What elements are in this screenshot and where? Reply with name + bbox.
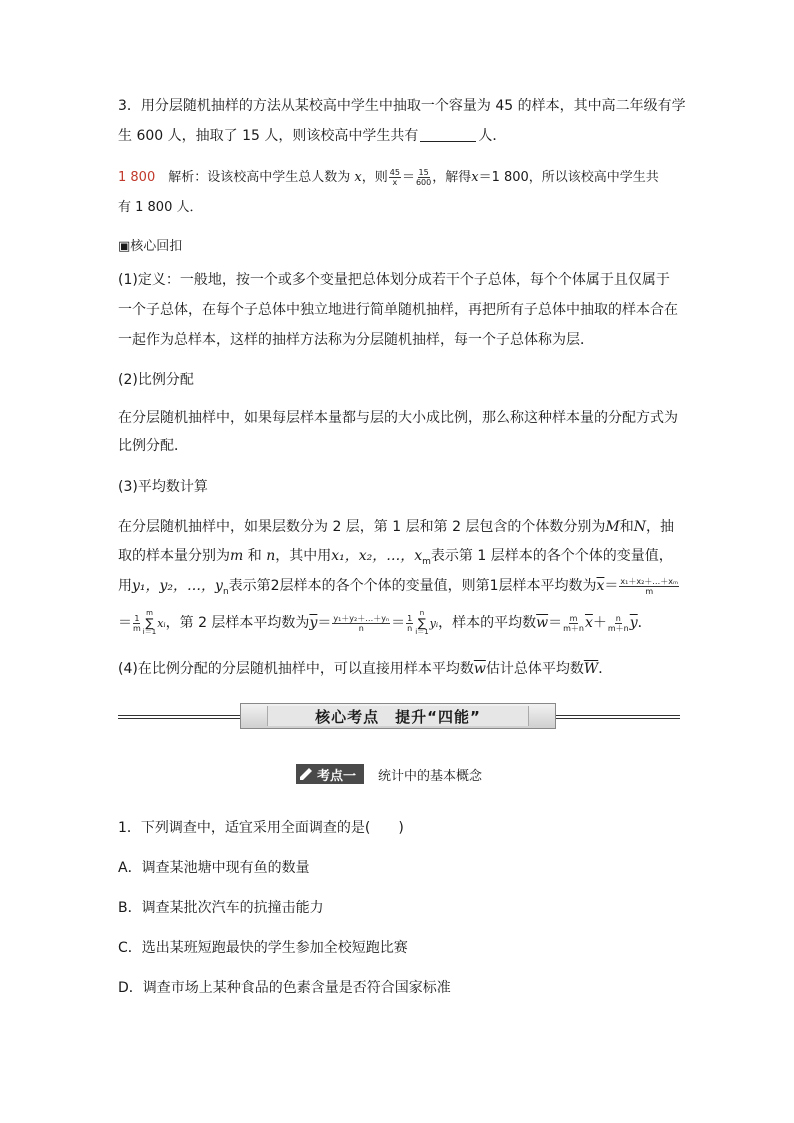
banner-rule-left [118, 715, 240, 716]
answer-value: 1 800 [118, 170, 156, 185]
banner-box [240, 703, 556, 729]
frac-num: 1 [134, 613, 140, 623]
var-N: N [633, 519, 647, 535]
sum-bottom: i＝1 [415, 628, 429, 636]
core-p3-line1 [118, 517, 674, 537]
frac-den: 600 [415, 178, 432, 187]
p3-text: ，样本的平均数 [438, 615, 537, 631]
weight-fraction-m [563, 614, 584, 633]
sum-top: m [146, 609, 153, 617]
equals-sign: ＝ [391, 615, 406, 631]
sum-top: n [419, 609, 425, 617]
q3-line2-text: 生 600 人，抽取了 15 人，则该校高中学生共有 [118, 128, 419, 144]
section-banner [118, 703, 680, 729]
w-bar: $\overline{w}$ [473, 661, 486, 677]
y-vars: y₁，y₂，…，y [132, 578, 223, 594]
core-p2-title: (2)比例分配 [118, 372, 194, 388]
x-vars: x₁，x₂，…，x [331, 548, 423, 564]
topic-header [296, 763, 482, 785]
fraction-15-600 [416, 168, 431, 187]
option-a: A．调查某池塘中现有鱼的数量 [118, 860, 310, 876]
p3-text: 表示第2层样本的各个个体的变量值，则第1层样本平均数为 [228, 578, 597, 594]
p3-text: 取的样本量分别为 [118, 548, 230, 564]
frac-num: 1 [407, 613, 413, 623]
core-p2-line1: 在分层随机抽样中，如果每层样本量都与层的大小成比例，那么称这种样本量的分配方式为 [118, 410, 678, 426]
frac-den: x [392, 178, 398, 187]
solution-text-b: ，则 [361, 170, 388, 185]
frac-den: m [645, 586, 654, 596]
p3-text: ，其中用 [275, 548, 332, 564]
sigma-icon: ∑ [417, 616, 427, 630]
core-p3-title: (3)平均数计算 [118, 479, 208, 495]
frac-den: m＋n [607, 623, 629, 633]
sigma-icon: ∑ [145, 616, 154, 630]
y-bar: $\overline{y}$ [309, 615, 318, 631]
p3-text: ，第 2 层样本平均数为 [165, 615, 310, 631]
core-p3-line4 [118, 610, 652, 636]
weight-fraction-n [608, 614, 629, 633]
p3-and: 和 [247, 548, 262, 564]
sub-m: m [422, 556, 431, 567]
q3-line1: 3．用分层随机抽样的方法从某校高中学生中抽取一个容量为 45 的样本，其中高二年级有学 [118, 98, 686, 114]
xbar-fraction [619, 577, 679, 596]
x-bar: $\overline{x}$ [584, 615, 593, 631]
pencil-icon [300, 768, 312, 780]
answer-blank [420, 127, 476, 142]
var-n: n [266, 548, 276, 564]
sum-var: yᵢ [429, 617, 439, 630]
solution-line1 [118, 168, 659, 188]
fraction-45-x [389, 168, 401, 187]
coef-1-m [133, 614, 141, 633]
frac-den: n [358, 623, 364, 633]
frac-num: n [615, 613, 621, 623]
core-p4 [118, 659, 612, 679]
section-title: 核心考点 提升“四能” [267, 706, 529, 726]
y-bar: $\overline{y}$ [629, 615, 638, 631]
core-p3-line2 [118, 546, 673, 572]
frac-num: x₁＋x₂＋…＋xₘ [620, 576, 679, 586]
core-p2-line2: 比例分配． [118, 438, 188, 454]
solution-line2: 有 1 800 人． [118, 200, 203, 215]
equals-sign: ＝ [548, 615, 563, 631]
banner-rule-left-2 [118, 718, 240, 719]
core-p1-line3: 一起作为总样本，这样的抽样方法称为分层随机抽样，每一个子总体称为层． [118, 332, 594, 348]
option-d: D．调查市场上某种食品的色素含量是否符合国家标准 [118, 980, 451, 996]
equals-sign: ＝ [118, 615, 132, 631]
solution-text-c: ，解得 [432, 170, 472, 185]
core-heading: ▣核心回扣 [118, 239, 183, 254]
core-p1-line2: 一个子总体，在每个子总体中独立地进行简单随机抽样，再把所有子总体中抽取的样本合在 [118, 302, 678, 318]
equals-sign: ＝ [604, 578, 619, 594]
core-p3-line3 [118, 576, 680, 602]
var-x: x [354, 170, 362, 185]
q3-line2-end: 人． [478, 128, 507, 144]
q3-line2 [118, 126, 506, 146]
sum-bottom: i＝1 [142, 628, 157, 636]
solution-text-a: 解析：设该校高中学生总人数为 [168, 170, 351, 185]
var-m: m [230, 548, 244, 564]
frac-den: n [407, 623, 413, 633]
var-x-2: x [471, 170, 479, 185]
W-bar: $\overline{W}$ [583, 661, 599, 677]
period: ． [598, 661, 613, 677]
equals-sign: ＝ [401, 170, 415, 185]
coef-1-n [406, 614, 413, 633]
p3-text: 在分层随机抽样中，如果层数分为 2 层，第 1 层和第 2 层包含的个体数分别为 [118, 519, 606, 535]
p4-text: (4)在比例分配的分层随机抽样中，可以直接用样本平均数 [118, 661, 474, 677]
p3-text-end: ，抽 [646, 519, 675, 535]
question-stem: 1．下列调查中，适宜采用全面调查的是( ) [118, 820, 404, 836]
p3-text-end: 表示第 1 层样本的各个个体的变量值， [430, 548, 673, 564]
x-bar: $\overline{x}$ [596, 578, 605, 594]
topic-tag [296, 764, 364, 784]
sum-symbol-2 [415, 610, 428, 636]
sub-n: n [222, 586, 229, 597]
frac-num: m [569, 613, 578, 623]
ybar-fraction [332, 614, 390, 633]
sum-var: xᵢ [157, 617, 166, 630]
equals-sign: ＝ [317, 615, 332, 631]
frac-num: 15 [418, 168, 429, 177]
banner-rule-right-2 [556, 718, 680, 719]
frac-num: y₁＋y₂＋…＋yₙ [333, 613, 390, 623]
p4-text: 估计总体平均数 [485, 661, 584, 677]
w-bar: $\overline{w}$ [536, 615, 549, 631]
period: ． [637, 615, 652, 631]
frac-den: m [133, 623, 141, 633]
topic-title: 统计中的基本概念 [378, 768, 483, 784]
sum-symbol-1 [143, 610, 156, 636]
frac-num: 45 [389, 168, 400, 177]
p3-text: 用 [118, 578, 132, 594]
p3-and: 和 [619, 519, 634, 535]
core-p1-line1: (1)定义：一般地，按一个或多个变量把总体划分成若干个子总体，每个个体属于且仅属于 [118, 272, 670, 288]
plus-sign: ＋ [592, 615, 607, 631]
option-b: B．调查某批次汽车的抗撞击能力 [118, 900, 324, 916]
frac-den: m＋n [563, 623, 584, 633]
topic-tag-label: 考点一 [317, 768, 357, 784]
var-M: M [605, 519, 620, 535]
solution-text-d: ＝1 800，所以该校高中学生共 [478, 170, 659, 185]
banner-rule-right [556, 715, 680, 716]
option-c: C．选出某班短跑最快的学生参加全校短跑比赛 [118, 940, 408, 956]
